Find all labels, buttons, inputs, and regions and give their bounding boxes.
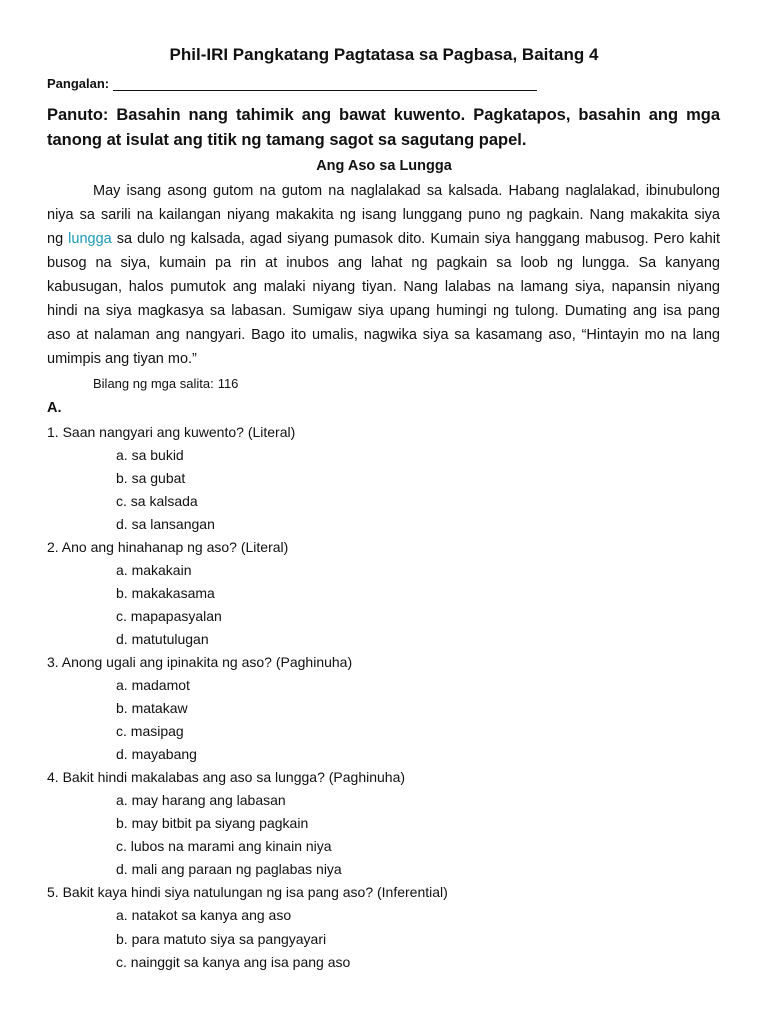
word-count xyxy=(93,375,238,393)
story-line xyxy=(47,227,720,251)
answer-option: a. natakot sa kanya ang aso xyxy=(116,907,292,924)
answer-option: c. masipag xyxy=(116,723,184,740)
story-line: hindi na siya magkasya sa labasan. Sumigaw siya upang humingi ng tulong. Dumating ang isa pang xyxy=(47,303,720,319)
story-line: May isang asong gutom na gutom na naglalakad sa kalsada. Habang naglalakad, ibinubulong xyxy=(93,183,720,199)
story-line: umimpis ang tiyan mo.” xyxy=(47,351,197,367)
answer-option: b. may bitbit pa siyang pagkain xyxy=(116,815,309,832)
question-5 xyxy=(47,881,720,973)
answer-option: d. mali ang paraan ng paglabas niya xyxy=(116,861,342,878)
document-title: Phil-IRI Pangkatang Pagtatasa sa Pagbasa, Baitang 4 xyxy=(169,45,599,64)
question-2 xyxy=(47,536,720,651)
answer-option: a. sa bukid xyxy=(116,446,184,463)
question-list xyxy=(47,421,720,974)
story-line: busog na siya, kumain pa rin at inubos ang lahat ng pagkain sa loob ng lungga. Sa kanyang xyxy=(47,255,720,271)
story-paragraph xyxy=(47,179,720,371)
story-link[interactable]: lungga xyxy=(68,231,112,247)
answer-option: b. makakasama xyxy=(116,584,215,601)
story-text: sa dulo ng kalsada, agad siyang pumasok dito. Kumain siya hanggang mabusog. Pero kahit xyxy=(111,231,720,247)
story-title: Ang Aso sa Lungga xyxy=(316,158,452,174)
answer-option: d. mayabang xyxy=(116,746,197,763)
answer-option: b. matakaw xyxy=(116,700,188,717)
answer-option: b. para matuto siya sa pangyayari xyxy=(116,930,327,947)
name-field-label: Pangalan: xyxy=(47,76,110,91)
answer-option: c. lubos na marami ang kinain niya xyxy=(116,838,332,855)
word-count-label: Bilang ng mga salita: xyxy=(93,376,214,391)
question-text: 3. Anong ugali ang ipinakita ng aso? (Paghinuha) xyxy=(47,653,353,670)
answer-option: c. mapapasyalan xyxy=(116,607,222,624)
story-line: kabusugan, halos pumutok ang malaki niyang tiyan. Nang lalabas na lamang siya, napansin niyang xyxy=(47,279,720,295)
question-4 xyxy=(47,766,720,881)
name-blank-line xyxy=(113,90,537,91)
story-line: niya sa sarili na kailangan niyang makakita ng isang lunggang puno ng pagkain. Nang makakita siya xyxy=(47,207,720,223)
section-label: A. xyxy=(47,400,62,416)
question-text: 4. Bakit hindi makalabas ang aso sa lungga? (Paghinuha) xyxy=(47,769,406,786)
question-3 xyxy=(47,651,720,766)
story-line: aso at nalaman ang nangyari. Bago ito umalis, nagwika siya sa kasamang aso, “Hintayin mo na lang xyxy=(47,327,720,343)
answer-option: d. sa lansangan xyxy=(116,515,215,532)
answer-option: a. makakain xyxy=(116,561,192,578)
question-text: 5. Bakit kaya hindi siya natulungan ng isa pang aso? (Inferential) xyxy=(47,884,448,901)
answer-option: d. matutulugan xyxy=(116,630,209,647)
answer-option: a. madamot xyxy=(116,677,190,694)
name-field xyxy=(47,74,537,94)
answer-option: a. may harang ang labasan xyxy=(116,792,286,809)
answer-option: c. sa kalsada xyxy=(116,492,198,509)
word-count-value: 116 xyxy=(217,376,239,391)
question-1 xyxy=(47,421,720,536)
story-text: ng xyxy=(47,231,69,247)
answer-option: b. sa gubat xyxy=(116,469,186,486)
instructions: Panuto: Basahin nang tahimik ang bawat kuwento. Pagkatapos, basahin ang mga tanong at isulat ang titik ng tamang sagot sa sagutang papel. xyxy=(47,106,720,149)
question-text: 1. Saan nangyari ang kuwento? (Literal) xyxy=(47,423,296,440)
question-text: 2. Ano ang hinahanap ng aso? (Literal) xyxy=(47,538,289,555)
answer-option: c. nainggit sa kanya ang isa pang aso xyxy=(116,953,351,970)
